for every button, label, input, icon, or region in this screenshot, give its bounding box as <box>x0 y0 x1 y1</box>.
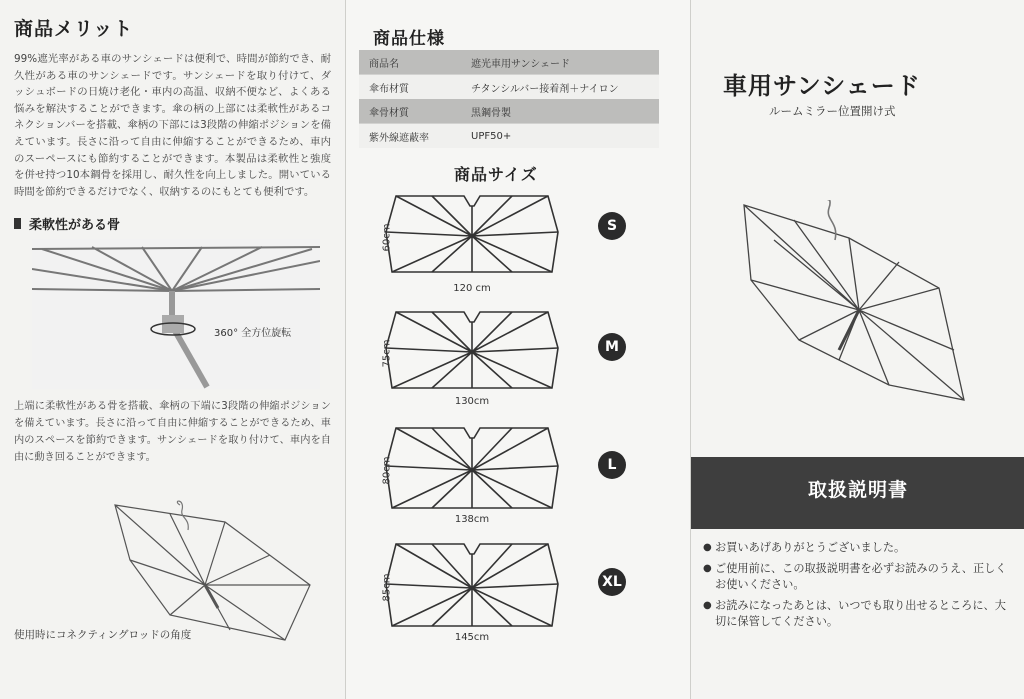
flex-heading <box>14 214 331 233</box>
manual-note: ● ご使用前に、この取扱説明書を必ずお読みのうえ、正しくお使いください。 <box>703 561 1017 593</box>
flex-text: 上端に柔軟性がある骨を搭載、傘柄の下端に3段階の伸縮ポジションを備えています。長さに沿って自由に伸縮することができるため、車内のスペースを節約できます。サンシェードを取り付けて、車内を自由に動き回ることができます。 <box>14 401 331 463</box>
spec-value: UPF50+ <box>461 124 659 149</box>
size-m-width: 130cm <box>454 396 490 407</box>
merit-text: 99%遮光率がある車のサンシェードは便利で、時間が節約でき、耐久性がある車のサンシェードです。サンシェードを取り付けて、ダッシュボードの日焼け老化・車内の高温、収納不便など、よくある悩みを解決することができます。傘の柄の上部には柔軟性があるコネクションバーを搭載、傘柄の下部には3段階の伸縮ポジションを備えています。長さに沿って自由に伸縮することができるため、車内のスーペースにも節約することができます。本製品は柔軟性と強度を併せ持つ10本鋼骨を採用し、耐久性を向上しました。開いている時間を節約できるだけでなく、収納するのにもとても便利です。 <box>14 53 331 198</box>
flex-caption: 使用時にコネクティングロッドの角度 <box>14 629 192 641</box>
flex-title: 柔軟性がある骨 <box>29 218 121 234</box>
size-xl-width: 145cm <box>454 632 490 643</box>
cover-panel <box>690 0 1024 699</box>
size-l-badge: L <box>598 451 626 479</box>
size-xl-height: 85cm <box>381 573 393 602</box>
cover-shade-sketch <box>739 200 979 410</box>
size-l-height: 80cm <box>381 456 393 485</box>
manual-banner <box>691 457 1024 529</box>
spec-row <box>359 124 659 149</box>
spec-table <box>359 50 659 148</box>
spec-value: チタンシルバー接着剤＋ナイロン <box>461 75 659 100</box>
size-l-width: 138cm <box>454 514 490 525</box>
size-s-badge: S <box>598 212 626 240</box>
square-bullet-icon <box>14 218 21 229</box>
manual-note: ● お読みになったあとは、いつでも取り出せるところに、大切に保管してください。 <box>703 598 1017 630</box>
shade-outline-s <box>382 192 562 278</box>
spec-key: 紫外線遮蔽率 <box>359 124 461 149</box>
manual-title: 取扱説明書 <box>807 479 908 501</box>
product-subtitle: ルームミラー位置開け式 <box>769 104 896 118</box>
spec-key: 商品名 <box>359 50 461 75</box>
size-title: 商品サイズ <box>454 165 538 184</box>
rotation-label: 360° 全方位旋転 <box>214 328 292 340</box>
spec-row <box>359 75 659 100</box>
size-xl-badge: XL <box>598 568 626 596</box>
spec-panel <box>345 0 690 699</box>
manual-note: ● お買いあげありがとうございました。 <box>703 540 1017 556</box>
size-s-height: 60cm <box>381 223 393 252</box>
umbrella-frame-illustration <box>32 239 320 389</box>
size-m-height: 75cm <box>381 339 393 368</box>
merit-panel <box>0 0 345 699</box>
merit-title: 商品メリット <box>14 18 134 40</box>
spec-row <box>359 50 659 75</box>
shade-outline-m <box>382 308 562 394</box>
spec-value: 遮光車用サンシェード <box>461 50 659 75</box>
size-m-badge: M <box>598 333 626 361</box>
product-title: 車用サンシェード <box>723 72 921 100</box>
spec-key: 傘布材質 <box>359 75 461 100</box>
spec-row <box>359 99 659 124</box>
spec-title: 商品仕様 <box>373 29 445 49</box>
size-s-width: 120 cm <box>453 283 491 294</box>
shade-outline-xl <box>382 540 562 632</box>
installed-shade-sketch <box>110 500 315 645</box>
spec-value: 黒鋼骨製 <box>461 99 659 124</box>
umbrella-joint-photo <box>32 239 320 389</box>
manual-notes <box>703 540 1017 635</box>
spec-key: 傘骨材質 <box>359 99 461 124</box>
shade-outline-l <box>382 424 562 514</box>
